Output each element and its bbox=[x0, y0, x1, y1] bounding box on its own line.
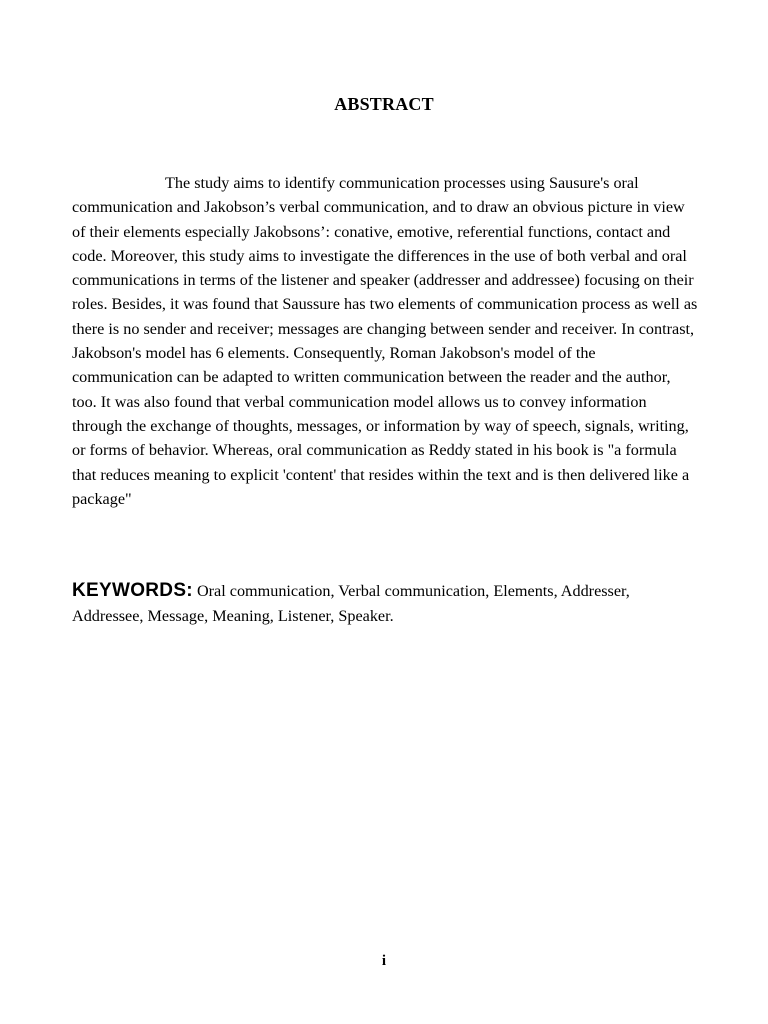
keywords-list: Oral communication, Verbal communication, Elements, Addresser, Addressee, Message, Meaning, Listener, Speaker. bbox=[72, 582, 630, 625]
abstract-heading: ABSTRACT bbox=[334, 94, 434, 114]
abstract-paragraph bbox=[72, 171, 698, 511]
abstract-body-text: The study aims to identify communication processes using Sausure's oral communication and Jakobson’s verbal communication, and to draw an obvious picture in view of their elements especially Jakobsons’: conative, emotive, referential functions, contact and code. Moreover, this study aims to investigate the differences in the use of both verbal and oral communications in terms of the listener and speaker (addresser and addressee) focusing on their roles. Besides, it was found that Saussure has two elements of communication process as well as there is no sender and receiver; messages are changing between sender and receiver. In contrast, Jakobson's model has 6 elements. Consequently, Roman Jakobson's model of the communication can be adapted to written communication between the reader and the author, too. It was also found that verbal communication model allows us to convey information through the exchange of thoughts, messages, or information by way of speech, signals, writing, or forms of behavior. Whereas, oral communication as Reddy stated in his book is "a formula that reduces meaning to explicit 'content' that resides within the text and is then delivered like a package" bbox=[72, 174, 698, 508]
page-number: i bbox=[381, 953, 387, 969]
keywords-label: KEYWORDS: bbox=[72, 580, 193, 601]
keywords-paragraph bbox=[72, 578, 702, 629]
